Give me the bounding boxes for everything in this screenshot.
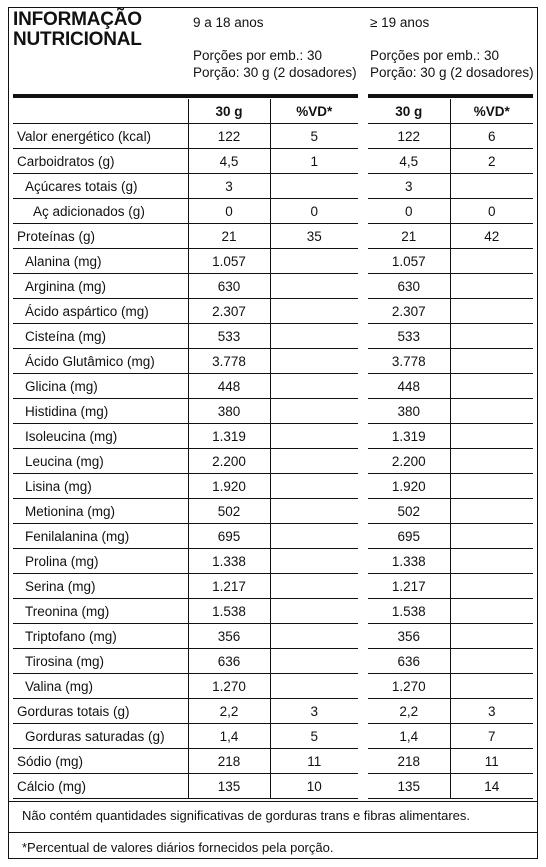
vd-value <box>450 624 533 649</box>
amount-value: 0 <box>368 199 450 224</box>
divider-right <box>368 94 533 98</box>
amount-value: 636 <box>368 649 450 674</box>
table-row <box>368 749 533 774</box>
table-row <box>368 474 533 499</box>
vd-value <box>270 399 358 424</box>
amount-value: 1.270 <box>368 674 450 699</box>
table-row <box>368 299 533 324</box>
amount-value: 380 <box>188 399 270 424</box>
amount-value: 2,2 <box>368 699 450 724</box>
vd-value <box>270 349 358 374</box>
table-row <box>13 524 358 549</box>
vd-value: 3 <box>270 699 358 724</box>
table-row <box>13 224 358 249</box>
vd-value: 0 <box>450 199 533 224</box>
table-row <box>13 549 358 574</box>
nutrient-name: Prolina (mg) <box>13 549 188 574</box>
vd-value: 14 <box>450 774 533 799</box>
label-title: INFORMAÇÃO NUTRICIONAL <box>13 9 142 50</box>
footer-divider <box>8 801 538 802</box>
nutrient-name: Triptofano (mg) <box>13 624 188 649</box>
amount-value: 2.200 <box>188 449 270 474</box>
table-row <box>13 774 358 799</box>
table-row <box>368 674 533 699</box>
vd-value <box>450 649 533 674</box>
vd-value <box>270 599 358 624</box>
header-amount: 30 g <box>188 99 270 124</box>
portions-a: Porções por emb.: 30 <box>193 48 323 63</box>
vd-value <box>450 474 533 499</box>
vd-value <box>450 324 533 349</box>
table-row <box>13 474 358 499</box>
vd-value <box>450 374 533 399</box>
nutrient-name: Aç adicionados (g) <box>13 199 188 224</box>
amount-value: 380 <box>368 399 450 424</box>
table-row <box>368 724 533 749</box>
amount-value: 695 <box>188 524 270 549</box>
vd-value <box>450 424 533 449</box>
portions-b: Porções por emb.: 30 <box>370 48 500 63</box>
vd-value <box>270 549 358 574</box>
vd-value <box>270 499 358 524</box>
vd-value: 2 <box>450 149 533 174</box>
nutrient-name: Cisteína (mg) <box>13 324 188 349</box>
age-group-a: 9 a 18 anos <box>193 15 264 30</box>
serving-b: Porção: 30 g (2 dosadores) <box>370 65 534 80</box>
nutrient-name: Lisina (mg) <box>13 474 188 499</box>
vd-value: 11 <box>270 749 358 774</box>
amount-value: 2,2 <box>188 699 270 724</box>
vd-value: 1 <box>270 149 358 174</box>
amount-value: 3.778 <box>368 349 450 374</box>
nutrient-name: Metionina (mg) <box>13 499 188 524</box>
header-blank <box>13 99 188 124</box>
vd-value <box>270 524 358 549</box>
nutrient-name: Gorduras totais (g) <box>13 699 188 724</box>
vd-value <box>270 249 358 274</box>
vd-value: 42 <box>450 224 533 249</box>
vd-value: 10 <box>270 774 358 799</box>
amount-value: 122 <box>188 124 270 149</box>
vd-value <box>450 174 533 199</box>
table-row <box>13 749 358 774</box>
amount-value: 1.270 <box>188 674 270 699</box>
vd-value <box>450 349 533 374</box>
amount-value: 3.778 <box>188 349 270 374</box>
table-row <box>368 224 533 249</box>
amount-value: 502 <box>368 499 450 524</box>
amount-value: 2.307 <box>188 299 270 324</box>
amount-value: 1,4 <box>368 724 450 749</box>
amount-value: 218 <box>188 749 270 774</box>
vd-value <box>270 174 358 199</box>
vd-value <box>270 299 358 324</box>
amount-value: 21 <box>188 224 270 249</box>
nutrient-name: Sódio (mg) <box>13 749 188 774</box>
table-row <box>368 449 533 474</box>
nutrient-name: Açúcares totais (g) <box>13 174 188 199</box>
amount-value: 630 <box>188 274 270 299</box>
table-row <box>13 374 358 399</box>
table-row <box>368 349 533 374</box>
age-group-b: ≥ 19 anos <box>370 15 430 30</box>
table-row <box>13 174 358 199</box>
vd-value <box>450 399 533 424</box>
nutrient-name: Tirosina (mg) <box>13 649 188 674</box>
table-row <box>13 599 358 624</box>
vd-value <box>450 549 533 574</box>
amount-value: 1.217 <box>368 574 450 599</box>
nutrient-name: Isoleucina (mg) <box>13 424 188 449</box>
header-amount: 30 g <box>368 99 450 124</box>
nutrient-name: Alanina (mg) <box>13 249 188 274</box>
table-row <box>368 399 533 424</box>
header-vd: %VD* <box>270 99 358 124</box>
table-row <box>13 299 358 324</box>
nutrient-name: Arginina (mg) <box>13 274 188 299</box>
vd-value <box>450 674 533 699</box>
table-row <box>13 674 358 699</box>
amount-value: 21 <box>368 224 450 249</box>
footnote-trans-fibers: Não contém quantidades significativas de gorduras trans e fibras alimentares. <box>22 808 471 823</box>
amount-value: 1.319 <box>188 424 270 449</box>
amount-value: 1.057 <box>368 249 450 274</box>
amount-value: 1.319 <box>368 424 450 449</box>
header-vd: %VD* <box>450 99 533 124</box>
table-row <box>368 174 533 199</box>
table-row <box>13 499 358 524</box>
vd-value <box>270 624 358 649</box>
amount-value: 4,5 <box>368 149 450 174</box>
vd-value <box>270 649 358 674</box>
vd-value: 5 <box>270 124 358 149</box>
amount-value: 135 <box>368 774 450 799</box>
nutrient-name: Histidina (mg) <box>13 399 188 424</box>
amount-value: 218 <box>368 749 450 774</box>
vd-value: 11 <box>450 749 533 774</box>
vd-value <box>450 574 533 599</box>
divider-left <box>13 94 358 98</box>
age-group-a-header <box>193 14 357 81</box>
vd-value <box>450 524 533 549</box>
amount-value: 356 <box>368 624 450 649</box>
table-row <box>13 649 358 674</box>
table-row <box>368 199 533 224</box>
vd-value <box>450 274 533 299</box>
table-row <box>368 124 533 149</box>
table-row <box>13 324 358 349</box>
nutrient-name: Valor energético (kcal) <box>13 124 188 149</box>
vd-value <box>270 274 358 299</box>
table-row <box>13 199 358 224</box>
amount-value: 2.307 <box>368 299 450 324</box>
amount-value: 1.338 <box>368 549 450 574</box>
table-row <box>13 124 358 149</box>
table-row <box>13 699 358 724</box>
amount-value: 636 <box>188 649 270 674</box>
vd-value: 3 <box>450 699 533 724</box>
nutrient-name: Valina (mg) <box>13 674 188 699</box>
nutrient-name: Carboidratos (g) <box>13 149 188 174</box>
table-row <box>13 249 358 274</box>
table-row <box>368 599 533 624</box>
amount-value: 533 <box>368 324 450 349</box>
table-row <box>368 624 533 649</box>
nutrient-name: Ácido aspártico (mg) <box>13 299 188 324</box>
nutrient-name: Ácido Glutâmico (mg) <box>13 349 188 374</box>
vd-value <box>450 249 533 274</box>
nutrient-name: Fenilalanina (mg) <box>13 524 188 549</box>
amount-value: 1,4 <box>188 724 270 749</box>
table-row <box>368 499 533 524</box>
table-row <box>368 374 533 399</box>
vd-value: 7 <box>450 724 533 749</box>
table-row <box>13 624 358 649</box>
table-row <box>368 774 533 799</box>
vd-value <box>450 599 533 624</box>
amount-value: 122 <box>368 124 450 149</box>
amount-value: 3 <box>368 174 450 199</box>
nutrient-name: Treonina (mg) <box>13 599 188 624</box>
vd-value <box>450 299 533 324</box>
amount-value: 695 <box>368 524 450 549</box>
table-row <box>368 249 533 274</box>
vd-value <box>450 449 533 474</box>
vd-value: 0 <box>270 199 358 224</box>
nutrient-name: Leucina (mg) <box>13 449 188 474</box>
table-row <box>368 549 533 574</box>
amount-value: 3 <box>188 174 270 199</box>
table-row <box>13 149 358 174</box>
nutrient-name: Glicina (mg) <box>13 374 188 399</box>
amount-value: 1.338 <box>188 549 270 574</box>
vd-value: 5 <box>270 724 358 749</box>
amount-value: 2.200 <box>368 449 450 474</box>
nutrition-table-b <box>368 99 533 799</box>
vd-value <box>270 674 358 699</box>
table-row <box>13 574 358 599</box>
vd-value <box>270 474 358 499</box>
nutrient-name: Gorduras saturadas (g) <box>13 724 188 749</box>
vd-value <box>270 574 358 599</box>
nutrient-name: Proteínas (g) <box>13 224 188 249</box>
table-row <box>368 274 533 299</box>
amount-value: 135 <box>188 774 270 799</box>
amount-value: 0 <box>188 199 270 224</box>
vd-value <box>450 499 533 524</box>
amount-value: 1.920 <box>188 474 270 499</box>
vd-value <box>270 324 358 349</box>
vd-value: 6 <box>450 124 533 149</box>
nutrition-table-a <box>13 99 358 799</box>
age-group-b-header <box>370 14 534 81</box>
table-header-row <box>368 99 533 124</box>
serving-a: Porção: 30 g (2 dosadores) <box>193 65 357 80</box>
amount-value: 448 <box>188 374 270 399</box>
nutrient-name: Cálcio (mg) <box>13 774 188 799</box>
vd-value <box>270 449 358 474</box>
amount-value: 502 <box>188 499 270 524</box>
footer-divider-2 <box>8 832 538 833</box>
amount-value: 1.217 <box>188 574 270 599</box>
table-row <box>13 399 358 424</box>
amount-value: 4,5 <box>188 149 270 174</box>
table-row <box>368 699 533 724</box>
amount-value: 1.057 <box>188 249 270 274</box>
amount-value: 630 <box>368 274 450 299</box>
table-row <box>368 649 533 674</box>
vd-value <box>270 424 358 449</box>
table-header-row <box>13 99 358 124</box>
nutrient-name: Serina (mg) <box>13 574 188 599</box>
table-row <box>368 524 533 549</box>
amount-value: 356 <box>188 624 270 649</box>
footnote-vd: *Percentual de valores diários fornecidos pela porção. <box>22 840 334 855</box>
amount-value: 533 <box>188 324 270 349</box>
table-row <box>368 424 533 449</box>
amount-value: 1.538 <box>368 599 450 624</box>
amount-value: 1.538 <box>188 599 270 624</box>
vd-value <box>270 374 358 399</box>
amount-value: 1.920 <box>368 474 450 499</box>
table-row <box>368 149 533 174</box>
table-row <box>368 574 533 599</box>
amount-value: 448 <box>368 374 450 399</box>
table-row <box>13 349 358 374</box>
table-row <box>13 424 358 449</box>
table-row <box>13 449 358 474</box>
table-row <box>13 724 358 749</box>
table-row <box>368 324 533 349</box>
vd-value: 35 <box>270 224 358 249</box>
table-row <box>13 274 358 299</box>
